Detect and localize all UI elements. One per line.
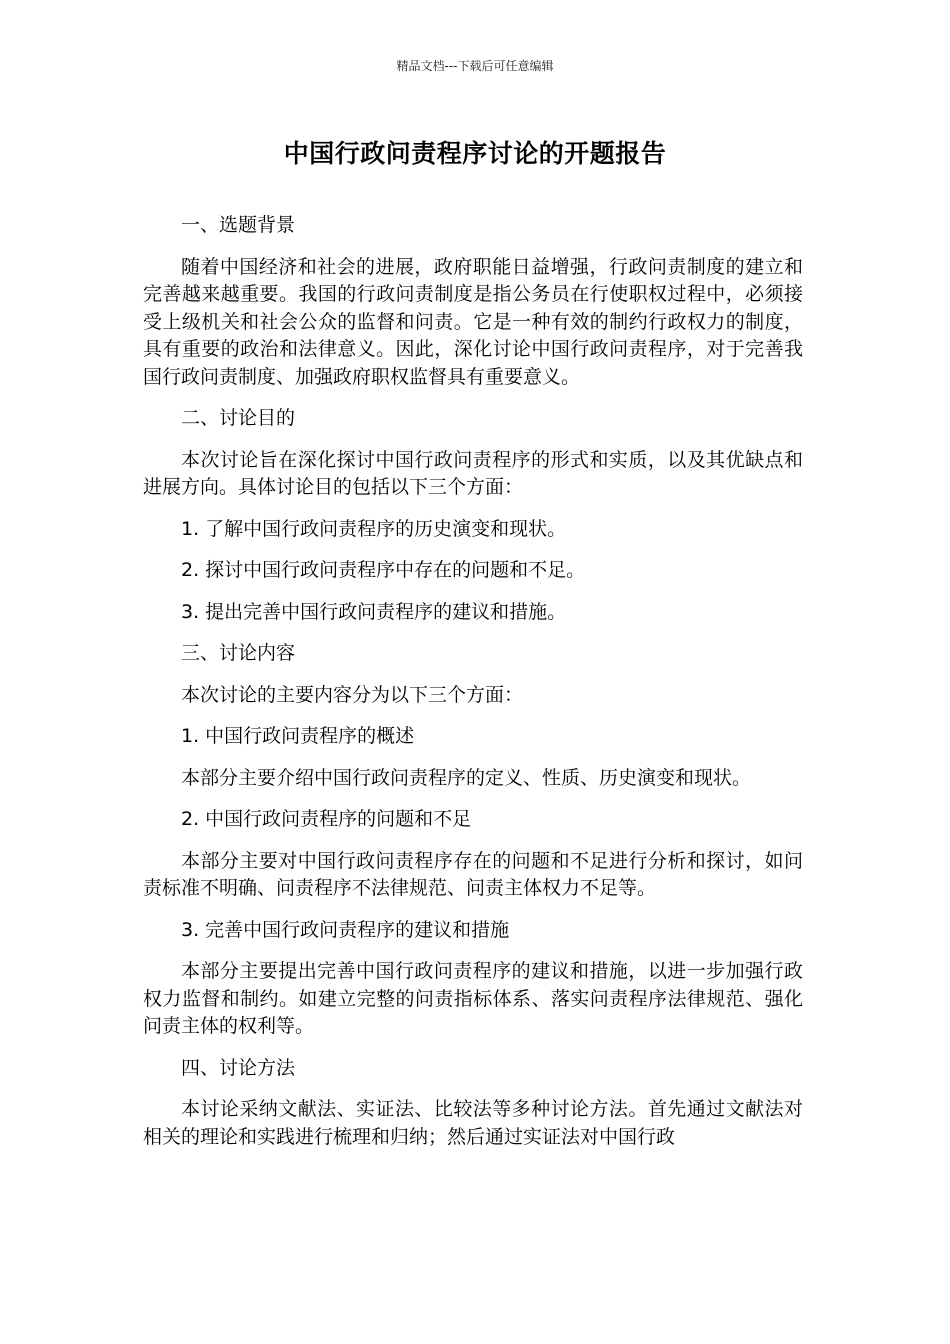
- paragraph-overview: 本部分主要介绍中国行政问责程序的定义、性质、历史演变和现状。: [181, 766, 752, 789]
- paragraph-methods: 本讨论采纳文献法、实证法、比较法等多种讨论方法。首先通过文献法对相关的理论和实践进行梳理和归纳；然后通过实证法对中国行政: [143, 1098, 803, 1148]
- list-item-purpose-3: 3. 提出完善中国行政问责程序的建议和措施。: [181, 600, 567, 623]
- section-heading-background: 一、选题背景: [181, 214, 296, 236]
- paragraph-suggestions: 本部分主要提出完善中国行政问责程序的建议和措施，以进一步加强行政权力监督和制约。如建立完整的问责指标体系、落实问责程序法律规范、强化问责主体的权利等。: [143, 960, 803, 1037]
- paragraph-problems: 本部分主要对中国行政问责程序存在的问题和不足进行分析和探讨，如问责标准不明确、问责程序不法律规范、问责主体权力不足等。: [143, 849, 803, 899]
- paragraph-content-intro: 本次讨论的主要内容分为以下三个方面：: [181, 683, 524, 706]
- document-body: [143, 212, 803, 1165]
- subsection-heading-suggestions: 3. 完善中国行政问责程序的建议和措施: [181, 918, 510, 941]
- document-title: 中国行政问责程序讨论的开题报告: [283, 139, 667, 168]
- list-item-purpose-2: 2. 探讨中国行政问责程序中存在的问题和不足。: [181, 559, 586, 581]
- section-heading-content: 三、讨论内容: [181, 642, 296, 664]
- list-item-purpose-1: 1. 了解中国行政问责程序的历史演变和现状。: [181, 517, 567, 540]
- section-heading-purpose: 二、讨论目的: [181, 407, 296, 429]
- section-heading-methods: 四、讨论方法: [181, 1056, 296, 1079]
- paragraph-background: 随着中国经济和社会的进展，政府职能日益增强，行政问责制度的建立和完善越来越重要。我国的行政问责制度是指公务员在行使职权过程中，必须接受上级机关和社会公众的监督和问责。它是一种有效的制约行政权力的制度，具有重要的政治和法律意义。因此，深化讨论中国行政问责程序，对于完善我国行政问责制度、加强政府职权监督具有重要意义。: [143, 255, 803, 388]
- page-header-note: 精品文档---下载后可任意编辑: [396, 59, 554, 73]
- subsection-heading-overview: 1. 中国行政问责程序的概述: [181, 725, 415, 747]
- paragraph-purpose: 本次讨论旨在深化探讨中国行政问责程序的形式和实质，以及其优缺点和进展方向。具体讨论目的包括以下三个方面：: [143, 448, 803, 498]
- subsection-heading-problems: 2. 中国行政问责程序的问题和不足: [181, 808, 472, 830]
